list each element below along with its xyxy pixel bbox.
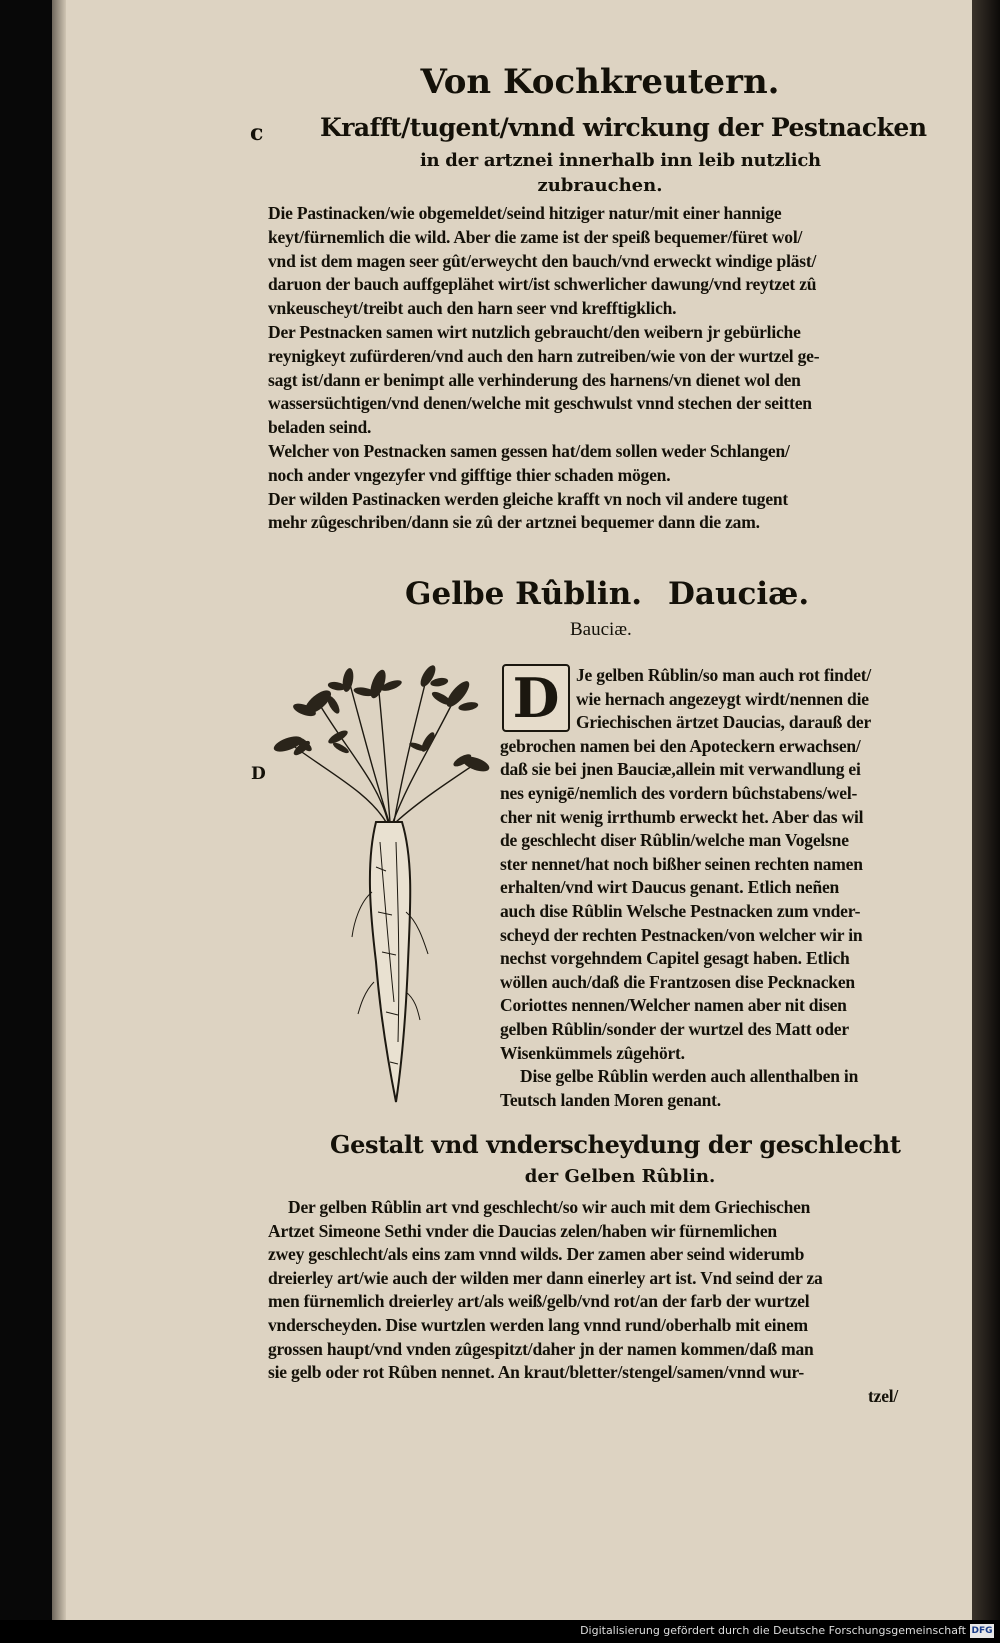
text-line: de geschlecht diser Rûblin/welche man Vogelsne <box>500 830 849 851</box>
margin-letter-c: c <box>250 120 264 146</box>
text-line: vnd ist dem magen seer gût/erweycht den bauch/vnd erweckt windige pläst/ <box>268 250 817 271</box>
text-line: wöllen auch/daß die Frantzosen dise Pecknacken <box>500 971 855 992</box>
text-line: ster nennet/hat noch bißher seinen rechten namen <box>500 853 863 874</box>
text-line: sagt ist/dann er benimpt alle verhinderung des harnens/vn dienet wol den <box>268 369 801 390</box>
text-line: Die Pastinacken/wie obgemeldet/seind hitziger natur/mit einer hannige <box>268 203 782 223</box>
text-line: daruon der bauch auffgeplähet wirt/ist schwerlicher dawung/vnd reytzet zû <box>268 274 817 295</box>
text-line: erhalten/vnd wirt Daucus genant. Etlich neñen <box>500 877 840 898</box>
text-line: dreierley art/wie auch der wilden mer dann einerley art ist. Vnd seind der za <box>268 1267 823 1288</box>
text-line: beladen seind. <box>268 417 372 438</box>
text-line: Coriottes nennen/Welcher namen aber nit disen <box>500 995 847 1016</box>
margin-letter-d: D <box>251 764 266 784</box>
text-line: vnderscheyden. Dise wurtzlen werden lang vnnd rund/oberhalb mit einem <box>268 1315 808 1335</box>
text-line: zwey geschlecht/als eins zam vnnd wilds. Der zamen aber seind widerumb <box>268 1244 805 1265</box>
text-line: auch dise Rûblin Welsche Pestnacken zum vnder- <box>500 901 861 921</box>
text-line: cher nit wenig irrthumb erweckt het. Aber das wil <box>500 806 864 827</box>
text-line: Je gelben Rûblin/so man auch rot findet/ <box>576 665 872 685</box>
page-right-edge <box>972 0 1000 1620</box>
leaf-cluster <box>292 686 342 718</box>
text-line: noch ander vngezyfer vnd gifftige thier schaden mögen. <box>268 464 671 485</box>
section3-heading-line2: der Gelben Rûblin. <box>524 1166 716 1187</box>
initial-letter: D <box>512 666 560 730</box>
footer-bar <box>0 1620 1000 1643</box>
text-line: vnkeuscheyt/treibt auch den harn seer vnd krefftigklich. <box>268 298 677 319</box>
footer-credit: Digitalisierung gefördert durch die Deutsche Forschungsgemeinschaft <box>580 1624 966 1637</box>
text-line: tzel/ <box>868 1385 899 1406</box>
text-line: Artzet Simeone Sethi vnder die Daucias zelen/haben wir fürnemlichen <box>268 1220 777 1241</box>
text-line: scheyd der rechten Pestnacken/von welcher wir in <box>500 924 863 945</box>
text-line: Der Pestnacken samen wirt nutzlich gebraucht/den weibern jr gebürliche <box>268 322 801 342</box>
text-line: keyt/fürnemlich die wild. Aber die zame ist der speiß bequemer/füret wol/ <box>268 226 803 247</box>
section2-title-latin: Dauciæ. <box>668 576 810 612</box>
page-gutter-shadow <box>52 0 66 1620</box>
left-dark-margin <box>0 0 52 1620</box>
text-line: Der wilden Pastinacken werden gleiche krafft vn noch vil andere tugent <box>268 488 789 509</box>
text-line: wassersüchtigen/vnd denen/welche mit geschwulst vnnd stechen der seitten <box>268 393 812 414</box>
section3-heading-line1: Gestalt vnd vnderscheydung der geschlecht <box>330 1130 901 1159</box>
text-line: Wisenkümmels zûgehört. <box>500 1042 685 1063</box>
text-line: Dise gelbe Rûblin werden auch allenthalben in <box>520 1066 859 1087</box>
text-line: grossen haupt/vnd vnden zûgespitzt/daher jn der namen kommen/daß man <box>268 1338 814 1359</box>
text-line: Teutsch landen Moren genant. <box>500 1089 721 1110</box>
text-line: Welcher von Pestnacken samen gessen hat/dem sollen weder Schlangen/ <box>268 441 790 461</box>
text-line: reynigkeyt zufürderen/vnd auch den harn zutreiben/wie von der wurtzel ge- <box>268 345 820 366</box>
text-line: Griechischen ärtzet Daucias, darauß der <box>576 712 872 733</box>
page-title: Von Kochkreutern. <box>420 62 780 102</box>
chapter-heading-line3: zubrauchen. <box>537 175 663 196</box>
text-line: gebrochen namen bei den Apoteckern erwachsen/ <box>500 735 861 756</box>
text-line: daß sie bei jnen Bauciæ,allein mit verwandlung ei <box>500 759 861 780</box>
text-line: nechst vorgehndem Capitel gesagt haben. Etlich <box>500 948 850 969</box>
section2-title-german: Gelbe Rûblin. <box>405 576 643 612</box>
chapter-heading-line1: Krafft/tugent/vnnd wirckung der Pestnacken <box>320 113 927 142</box>
decorated-initial <box>502 664 570 732</box>
text-line: Der gelben Rûblin art vnd geschlecht/so wir auch mit dem Griechischen <box>288 1197 811 1217</box>
text-line: sie gelb oder rot Rûben nennet. An kraut/bletter/stengel/samen/vnnd wur- <box>268 1362 805 1383</box>
text-line: wie hernach angezeygt wirdt/nennen die <box>576 688 869 709</box>
text-line: gelben Rûblin/sonder der wurtzel des Matt oder <box>500 1019 849 1039</box>
carrot-woodcut-illustration <box>268 662 490 1108</box>
section2-subtitle: Bauciæ. <box>570 619 632 640</box>
text-line: men fürnemlich dreierley art/als weiß/gelb/vnd rot/an der farb der wurtzel <box>268 1291 810 1312</box>
text-line: nes eynigē/nemlich des vordern bûchstabens/wel- <box>500 783 858 803</box>
dfg-logo: DFG <box>971 1626 993 1636</box>
chapter-heading-line2: in der artznei innerhalb inn leib nutzlich <box>420 150 821 171</box>
text-line: mehr zûgeschriben/dann sie zû der artznei bequemer dann die zam. <box>268 512 760 533</box>
